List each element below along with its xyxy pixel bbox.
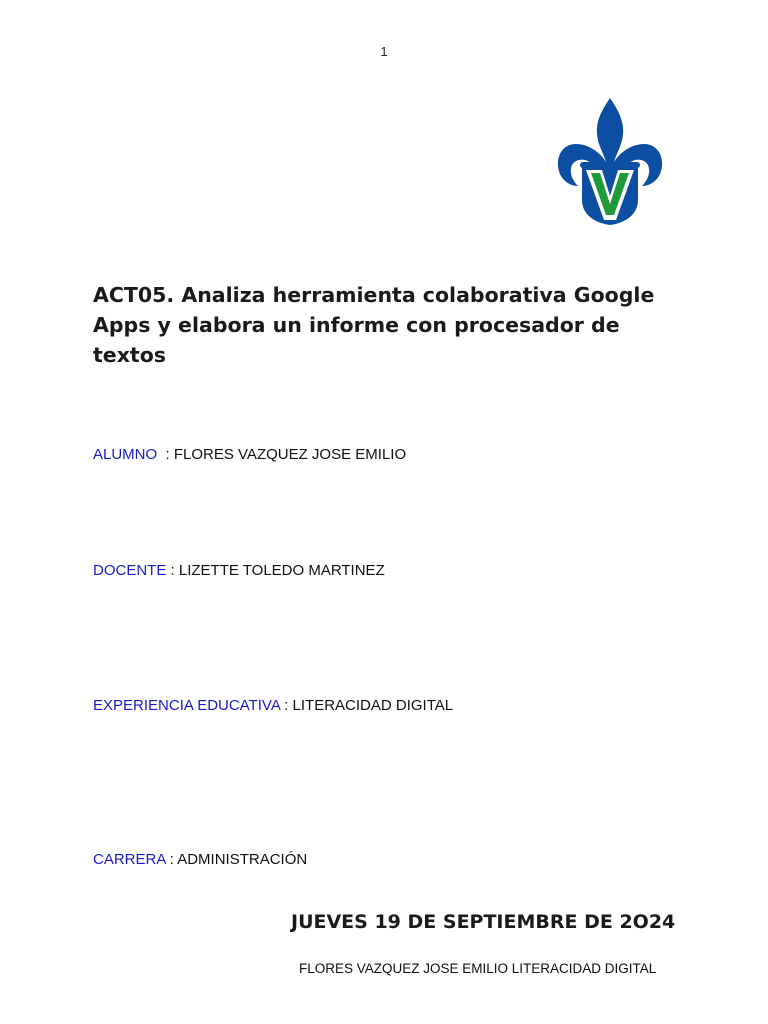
field-experiencia-label: EXPERIENCIA EDUCATIVA	[93, 697, 280, 714]
field-alumno	[93, 445, 406, 465]
document-title: ACT05. Analiza herramienta colaborativa Google Apps y elabora un informe con procesador de textos	[93, 283, 655, 367]
field-alumno-label: ALUMNO	[93, 446, 162, 463]
field-docente-value: LIZETTE TOLEDO MARTINEZ	[178, 562, 385, 579]
field-carrera-label: CARRERA	[93, 851, 166, 868]
university-veracruzana-logo-icon	[556, 96, 664, 226]
field-docente	[93, 561, 385, 581]
field-docente-separator: :	[166, 562, 179, 579]
field-alumno-separator: :	[161, 446, 174, 463]
document-date: JUEVES 19 DE SEPTIEMBRE DE 2O24	[291, 911, 676, 933]
field-docente-label: DOCENTE	[93, 562, 167, 579]
field-experiencia-value: LITERACIDAD DIGITAL	[292, 697, 454, 714]
field-alumno-value: FLORES VAZQUEZ JOSE EMILIO	[173, 446, 407, 463]
page-footer: FLORES VAZQUEZ JOSE EMILIO LITERACIDAD DIGITAL	[299, 961, 657, 976]
field-carrera-separator: :	[165, 851, 178, 868]
field-experiencia-educativa	[93, 696, 453, 716]
field-experiencia-separator: :	[280, 697, 293, 714]
field-carrera-value: ADMINISTRACIÓN	[177, 851, 308, 868]
page-number: 1	[380, 44, 388, 59]
field-carrera	[93, 850, 307, 870]
